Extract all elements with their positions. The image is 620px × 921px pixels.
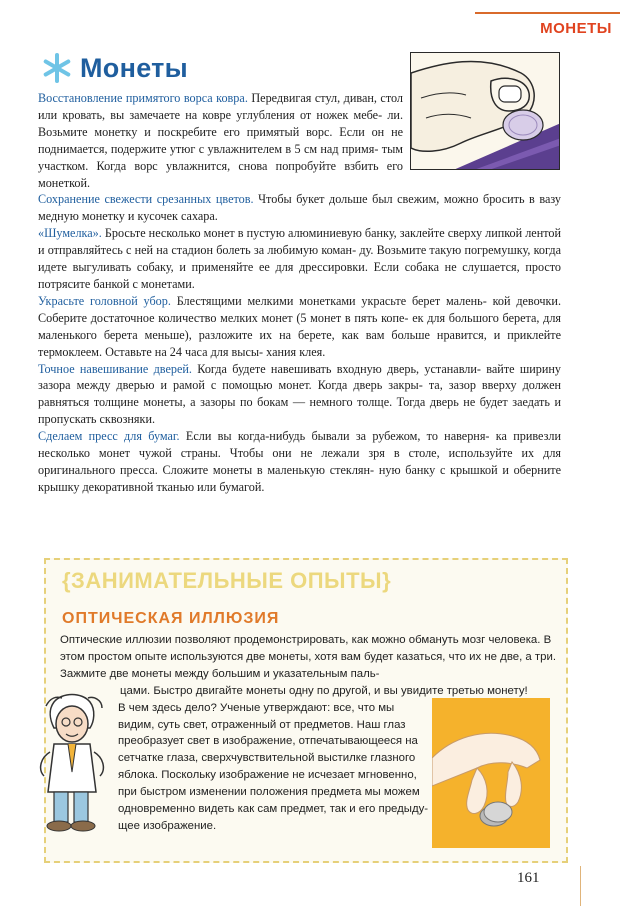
text-line: третью монету! (446, 684, 528, 697)
chapter-title: Монеты (80, 52, 189, 83)
text-line: щее изображение. (118, 819, 217, 832)
paragraph-lead: «Шумелка». (38, 226, 102, 241)
text-line: для дрессировки. Если собака не слушается, просто потрясите банкой с монетами. (38, 260, 562, 291)
coins-in-fingers-photo (432, 698, 550, 848)
page-number: 161 (517, 870, 540, 886)
professor-cartoon (32, 692, 106, 842)
text-line: как вам больше нравится, и приклейте термоклеем. Оставьте на 24 часа для высы- (38, 327, 562, 359)
text-line: Передвигая стул, диван, (251, 91, 377, 105)
text-line: одновременно видеть как сам предмет, так и его предыду- (118, 803, 429, 816)
text-line: Оптические иллюзии позволяют продемонстрировать, как можно обмануть мозг человека. В (60, 634, 552, 646)
paragraph-doors (38, 361, 561, 429)
experiment-box (44, 558, 568, 863)
text-line: Бросьте несколько монет в пустую алюминиевую банку, заклейте (104, 226, 445, 241)
text-line: ка привезли несколько монет чужой страны. Чтобы они не лежали зря в столе, (38, 429, 562, 461)
paragraph-carpet (38, 90, 403, 191)
text-line: используйте их для оригинального пресса. Сложите монеты в маленькую стеклян- (38, 446, 562, 477)
text-line: этом простом опыте используются две монеты, хотя вам будет казаться, что их не две, а три. (60, 650, 556, 663)
paragraph-lead: Восстановление примятого ворса ковра. (38, 91, 248, 105)
experiment-title: ОПТИЧЕСКАЯ ИЛЛЮЗИЯ (62, 610, 280, 627)
text-line: Если вы когда-нибудь бывали за рубежом, то наверня- (185, 429, 490, 444)
text-line: Чтобы букет дольше был свежим, можно (258, 192, 479, 207)
paragraph-rattle (38, 225, 561, 293)
text-line: В чем здесь дело? Ученые утверждают: все, что мы (118, 701, 395, 714)
text-line: цами. Быстро двигайте монеты одну по другой, и вы увидите (120, 684, 444, 697)
text-line: яблока. Поскольку изображение не исчезает мгновенно, (118, 769, 417, 782)
text-line: при быстром изменении положения предмета мы можем (118, 786, 420, 799)
running-header: МОНЕТЫ (475, 12, 620, 42)
experiment-section-header: {ЗАНИМАТЕЛЬНЫЕ ОПЫТЫ} (62, 568, 392, 593)
paragraph-flowers (38, 191, 561, 225)
text-line: тым участком. Когда ворс увлажнится, снова попробуйте взбить (38, 141, 404, 173)
text-line: поднимается, подержите утюг с увлажнителем в 5 см над примя- (38, 141, 379, 156)
text-line: ду. Возьмите такую погремушку, когда идете выгуливать собаку, и применяйте ее (38, 243, 562, 275)
text-line: ную банку с крышкой и оберните крышку декоративной тканью или бумагой. (38, 462, 561, 494)
paragraph-lead: Сохранение свежести срезанных цветов. (38, 192, 254, 207)
paragraph-lead: Сделаем пресс для бумаг. (38, 429, 180, 444)
chapter-title-row (42, 48, 188, 88)
paragraph-paperweight (38, 428, 561, 496)
text-line: Зажмите две монеты между большим и указательным паль- (60, 667, 380, 680)
text-line: его монеткой. (38, 158, 403, 190)
text-line: ек для большого берета, для маленького берета меньше), разложите их на берете, (38, 310, 562, 342)
text-line: Когда будете навешивать входную дверь, устанавли- (197, 361, 481, 376)
snowflake-icon (42, 53, 72, 83)
text-line: та, зазор вверху должен равняться толщине монеты, а зазоры по бокам — немного (38, 378, 561, 410)
paragraph-lead: Точное навешивание дверей. (38, 361, 192, 376)
text-line: Блестящими мелкими монетками украсьте берет малень- (176, 293, 487, 308)
text-line: хания клея. (266, 344, 326, 359)
page-edge-rule (580, 866, 581, 906)
paragraph-lead: Украсьте головной убор. (38, 293, 171, 308)
text-line: бросить в вазу медную монетку и кусочек сахара. (38, 192, 562, 224)
text-line: сетчатке глаза, сверхчувствительной выстилке глазного (118, 752, 416, 765)
text-line: видим, суть свет, отраженный от предметов. Наш глаз (118, 718, 406, 731)
text-line: преобразует свет в изображение, отпечатывающееся на (118, 735, 418, 748)
text-line: вайте ширину зазора между дверью и рамой с помощью монет. Когда дверь закры- (38, 361, 562, 393)
text-line: толще. Тогда дверь не будет заедать и пропускать сквозняки. (38, 395, 561, 427)
text-line: ли. Возьмите монетку и поскребите его примятый ворс. Если он не (38, 107, 403, 139)
text-line: стол или кровать, вы замечаете на ковре углубления от ножек мебе- (38, 91, 404, 122)
main-text (38, 90, 561, 496)
text-line: кой девочки. Соберите достаточное количество мелких монет (5 монет в пять копе- (38, 293, 562, 325)
experiment-explanation (60, 700, 432, 835)
experiment-intro (60, 632, 560, 683)
text-line: сверху липкой лентой и отправляйтесь с ней на стадион болеть за любимую коман- (38, 226, 562, 258)
paragraph-hat (38, 293, 561, 361)
